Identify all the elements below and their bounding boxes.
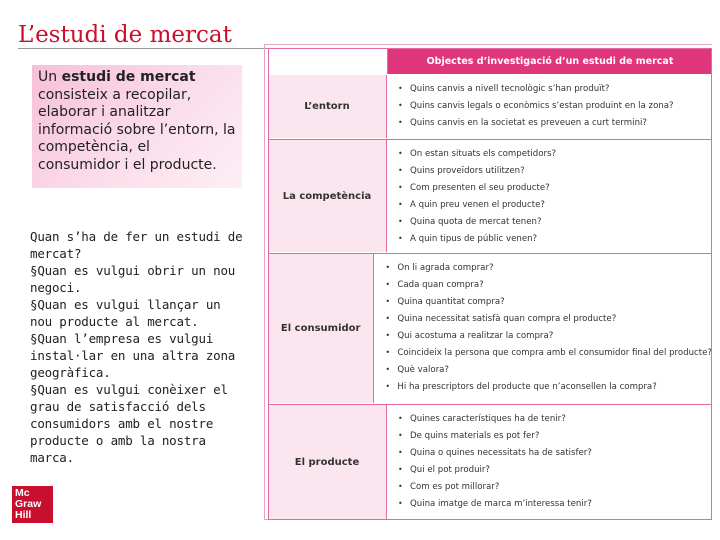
page-title: L’estudi de mercat — [18, 22, 232, 48]
question-item: • On estan situats els competidors? — [398, 145, 712, 162]
question-item: • Cada quan compra? — [385, 276, 712, 293]
question-item: • Quines característiques ha de tenir? — [398, 410, 712, 427]
section-label: L’entorn — [268, 75, 387, 138]
definition-box — [32, 65, 242, 188]
question-item: • Qui acostuma a realitzar la compra? — [385, 327, 712, 344]
section-label: El producte — [268, 405, 387, 519]
question-item: • On li agrada comprar? — [385, 259, 712, 276]
question-item: • Quins canvis en la societat es preveuen a curt termini? — [398, 114, 712, 131]
mcgraw-hill-logo — [12, 486, 53, 523]
section-label: La competència — [268, 140, 387, 252]
question-item: • Quins canvis legals o econòmics s’estan produint en la zona? — [398, 97, 712, 114]
question-item: • Quina imatge de marca m’interessa tenir? — [398, 495, 712, 512]
question-item: • A quin tipus de públic venen? — [398, 230, 712, 247]
definition-term: estudi de mercat — [61, 69, 196, 85]
logo-line: Mc — [15, 487, 30, 499]
logo-line: Graw — [15, 498, 42, 510]
when-item: §Quan l’empresa es vulgui instal·lar en una altra zona geogràfica. — [30, 331, 236, 380]
question-item: • Quina quantitat compra? — [385, 293, 712, 310]
question-item: • Com es pot millorar? — [398, 478, 712, 495]
when-section — [30, 228, 245, 466]
question-item: • Hi ha prescriptors del producte que n’aconsellen la compra? — [385, 378, 712, 395]
title-underline — [18, 48, 270, 49]
question-item: • Com presenten el seu producte? — [398, 179, 712, 196]
table-border — [268, 48, 712, 520]
question-item: • Quina o quines necessitats ha de satisfer? — [398, 444, 712, 461]
question-item: • Coincideix la persona que compra amb el consumidor final del producte? — [385, 344, 712, 361]
question-item: • De quins materials es pot fer? — [398, 427, 712, 444]
question-item: • Quina quota de mercat tenen? — [398, 213, 712, 230]
when-heading: Quan s’ha de fer un estudi de mercat? — [30, 229, 243, 261]
definition-lead: Un — [38, 69, 62, 85]
question-item: • Quins proveïdors utilitzen? — [398, 162, 712, 179]
when-item: §Quan es vulgui llançar un nou producte al mercat. — [30, 297, 221, 329]
when-item: §Quan es vulgui obrir un nou negoci. — [30, 263, 236, 295]
question-item: • Qui el pot produir? — [398, 461, 712, 478]
table-header-title: Objectes d’investigació d’un estudi de mercat — [388, 48, 712, 74]
question-item: • Quins canvis a nivell tecnològic s’han produït? — [398, 80, 712, 97]
section-label: El consumidor — [268, 254, 374, 403]
question-item: • A quin preu venen el producte? — [398, 196, 712, 213]
definition-rest: consisteix a recopilar, elaborar i analitzar informació sobre l’entorn, la competència, el consumidor i el producte. — [38, 86, 236, 173]
question-item: • Quina necessitat satisfà quan compra el producte? — [385, 310, 712, 327]
logo-line: Hill — [15, 509, 32, 521]
when-item: §Quan es vulgui conèixer el grau de satisfacció dels consumidors amb el nostre producte o amb la nostra marca. — [30, 382, 228, 465]
question-item: • Què valora? — [385, 361, 712, 378]
